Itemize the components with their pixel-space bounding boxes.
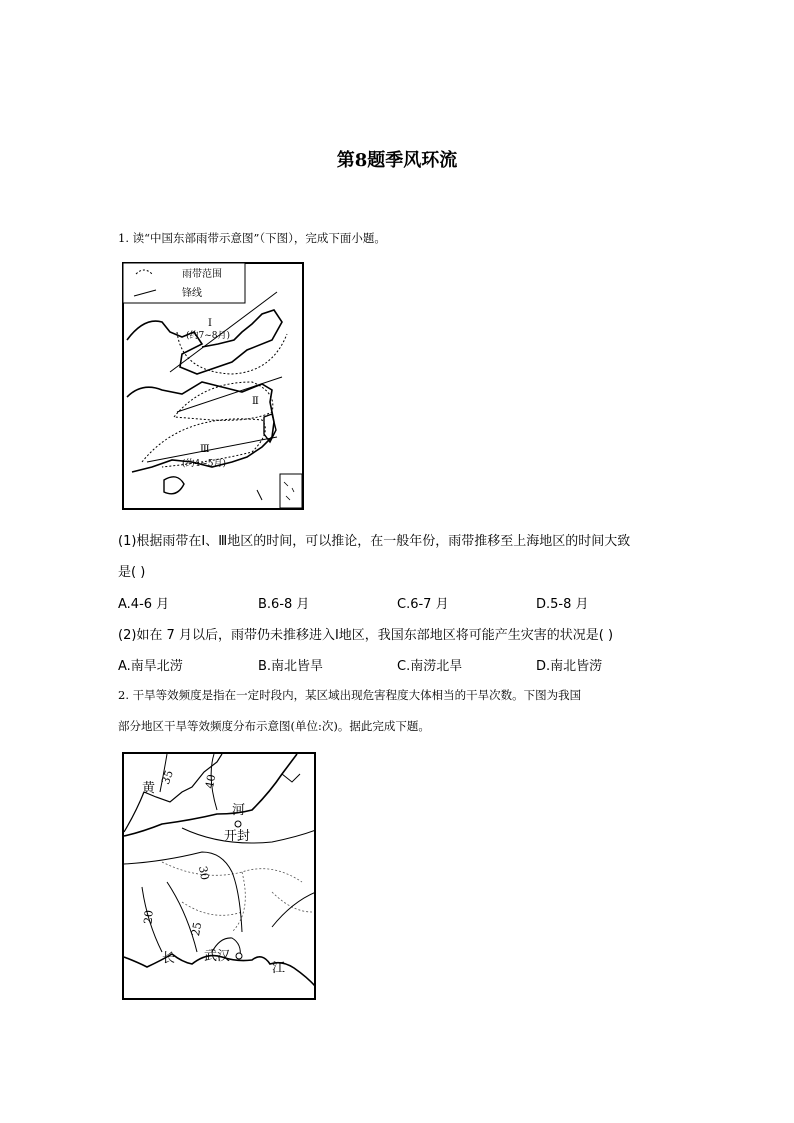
rain-belt-map: [122, 262, 304, 510]
page-title: 第8题季风环流: [336, 150, 458, 171]
region-2-label: Ⅱ: [252, 396, 259, 407]
isoline-25-label: 25: [189, 921, 205, 938]
river-jiang-label: 江: [272, 961, 286, 976]
option-2d[interactable]: D.南北皆涝: [536, 659, 603, 674]
question-2-stem-line-1: 2. 干旱等效频度是指在一定时段内，某区域出现危害程度大体相当的干旱次数。下图为我国: [118, 688, 582, 702]
isoline-40-label: 40: [203, 773, 219, 790]
isoline-20-label: 20: [141, 909, 156, 925]
question-2-stem-line-2: 部分地区干旱等效频度分布示意图(单位:次)。据此完成下题。: [118, 719, 430, 733]
option-1c[interactable]: C.6-7 月: [397, 597, 449, 612]
option-1b[interactable]: B.6-8 月: [258, 597, 310, 612]
river-huang-label: 黄: [142, 781, 156, 796]
option-2a[interactable]: A.南旱北涝: [118, 659, 183, 674]
option-2b[interactable]: B.南北皆旱: [258, 659, 324, 674]
river-he-label: 河: [232, 803, 246, 818]
isoline-30-label: 30: [196, 865, 212, 882]
region-1-label: Ⅰ: [208, 318, 212, 329]
sub-question-1-line-2: 是( ): [118, 565, 146, 580]
city-kaifeng-label: 开封: [224, 829, 251, 844]
option-1d[interactable]: D.5-8 月: [536, 597, 589, 612]
region-3-label: Ⅲ: [200, 444, 210, 455]
isoline-35-label: 35: [158, 768, 176, 787]
river-chang-label: 长: [162, 951, 176, 966]
sub-question-2-line: (2)如在 7 月以后，雨带仍未推移进入Ⅰ地区，我国东部地区将可能产生灾害的状况是( ): [118, 628, 614, 643]
city-wuhan-label: 武汉: [204, 949, 231, 964]
legend-range-label: 雨带范围: [182, 269, 222, 280]
option-2c[interactable]: C.南涝北旱: [397, 659, 463, 674]
drought-frequency-map: [122, 752, 316, 1000]
region-3-time: (约4~5月): [182, 459, 227, 469]
option-1a[interactable]: A.4-6 月: [118, 597, 170, 612]
sub-question-1-line-1: (1)根据雨带在Ⅰ、Ⅲ地区的时间，可以推论，在一般年份，雨带推移至上海地区的时间大致: [118, 534, 631, 549]
legend-front-label: 锋线: [182, 288, 202, 299]
question-1-stem: 1. 读“中国东部雨带示意图”（下图），完成下面小题。: [118, 231, 386, 245]
region-1-time: (约7~8月): [186, 331, 231, 341]
